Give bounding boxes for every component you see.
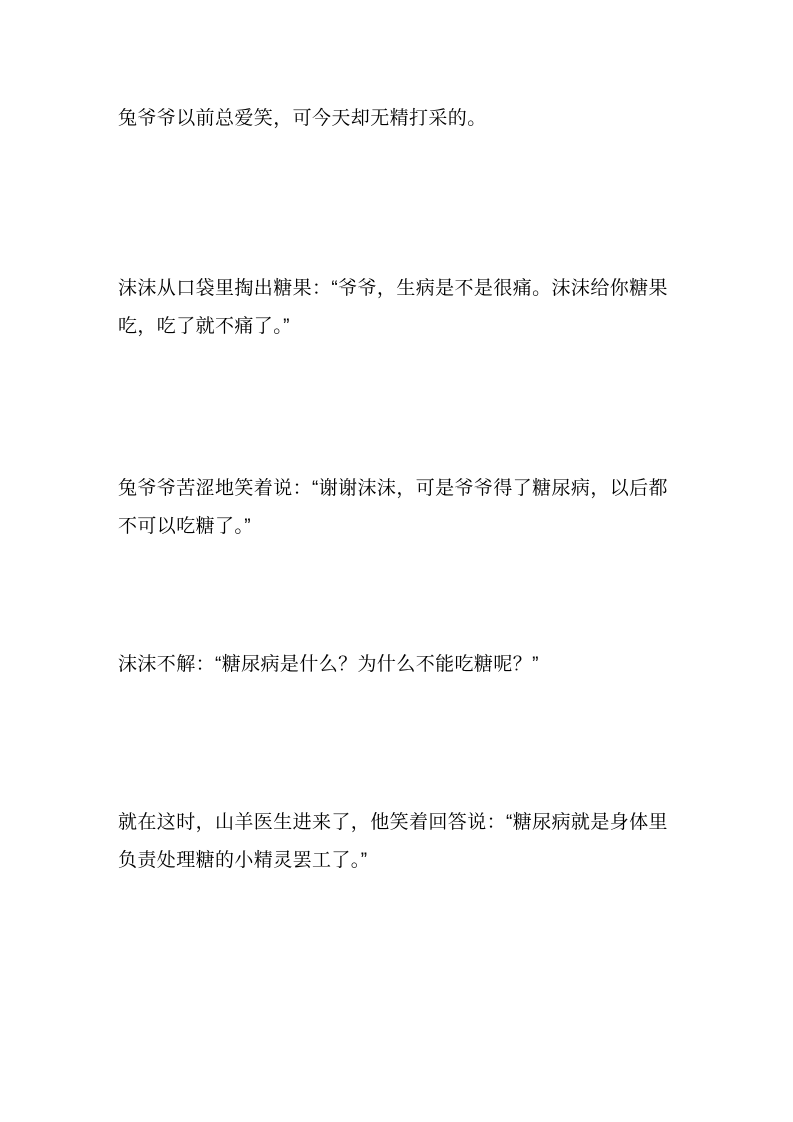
document-body	[118, 100, 678, 880]
paragraph-4: 沫沫不解：“糖尿病是什么？为什么不能吃糖呢？”	[118, 654, 539, 675]
paragraph-1: 兔爷爷以前总爱笑，可今天却无精打采的。	[118, 108, 487, 129]
paragraph-3: 兔爷爷苦涩地笑着说：“谢谢沫沫，可是爷爷得了糖尿病，以后都不可以吃糖了。”	[118, 478, 668, 537]
paragraph-spacer	[118, 346, 678, 470]
paragraph-5: 就在这时，山羊医生进来了，他笑着回答说：“糖尿病就是身体里负责处理糖的小精灵罢工了。”	[118, 812, 668, 871]
paragraph-spacer	[118, 138, 678, 270]
paragraph-2: 沫沫从口袋里掏出糖果：“爷爷，生病是不是很痛。沫沫给你糖果吃，吃了就不痛了。”	[118, 278, 668, 337]
paragraph-spacer	[118, 684, 678, 804]
paragraph-spacer	[118, 546, 678, 646]
